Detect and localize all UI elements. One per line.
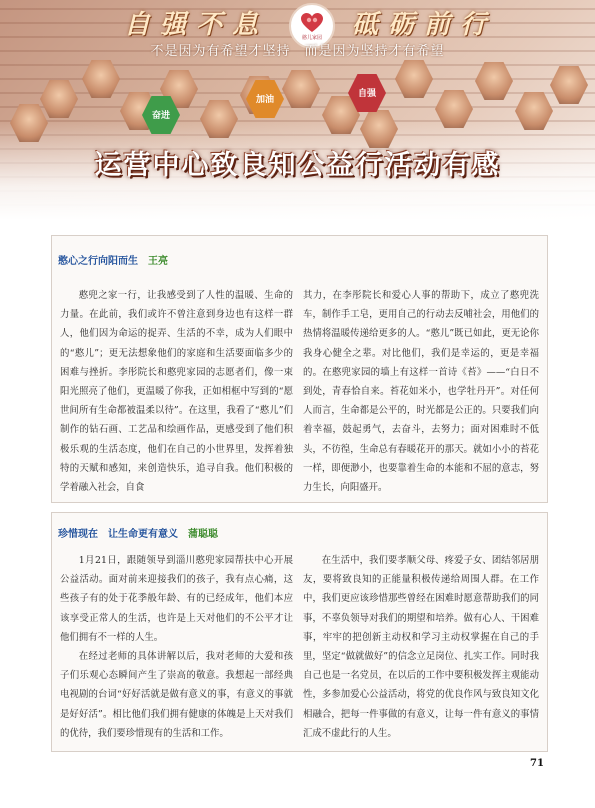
paragraph: 在经过老师的具体讲解以后，我对老师的大爱和孩子们乐观心态瞬间产生了崇高的敬意。我想起一部经典电视剧的台词“好好活就是做有意义的事，有意义的事就是好好活”。相比他们我们拥有健康的体魄是上天对我们的优待，我们要珍惜现有的生活和工作。: [60, 651, 293, 739]
section-heading: [58, 525, 218, 540]
portrait-hex: [435, 90, 473, 128]
badge-label: 自强: [357, 89, 376, 99]
article-column-right: [303, 551, 539, 743]
article-column-left: [60, 286, 293, 497]
section-author: 蒲聪聪: [188, 529, 218, 540]
portrait-hex: [282, 70, 320, 108]
section-title: 珍惜现在 让生命更有意义: [58, 529, 178, 540]
portrait-hex: [200, 100, 238, 138]
portrait-hex: [40, 80, 78, 118]
page-title: 运营中心致良知公益行活动有感: [94, 150, 501, 181]
portrait-hex: [515, 92, 553, 130]
paragraph: 憨兜之家一行，让我感受到了人性的温暖、生命的力量。在此前，我们或许不曾注意到身边也有这样一群人，他们因为命运的捉弄、生活的不幸，成为人们眼中的“憨儿”；更无法想象他们的家庭和生活要面临多少的困难与挫折。李彤院长和憨兜家园的志愿者们，像一束阳光照亮了他们，更温暖了你我，正如相框中写到的“愿世间所有生命都被温柔以待”。在这里，我看了“憨儿”们制作的钻石画、工艺品和绘画作品，更感受到了他们积极乐观的生活态度，他们在自己的小世界里，发挥着独特的天赋和感知，来创造快乐，追寻自我。他们积极的学着融入社会，自食: [60, 290, 293, 494]
paragraph: 其力，在李彤院长和爱心人事的帮助下，成立了憨兜洗车，制作手工皂，更用自己的行动去反哺社会，用他们的热情将温暖传递给更多的人。“憨儿”既已如此，更无论你我身心健全之辈。对比他们，我们是幸运的，更是幸福的。在憨兜家园的墙上有这样一首诗《苔》——“白日不到处，青春恰自来。苔花如米小，也学牡丹开”。对任何人而言，生命都是公平的，时光都是公正的。只要我们向着幸福，鼓起勇气，去奋斗，去努力；面对困难时不低头，不彷徨，生命总有春暖花开的那天。就如小小的苔花一样，即便渺小，也要靠着生命的本能和不屈的意志，努力生长，向阳盛开。: [303, 290, 539, 494]
slogan-right: 砥砺前行: [352, 10, 497, 40]
article-box-2: [51, 512, 548, 752]
sub-slogan: 不是因为有希望才坚持 而是因为坚持才有希望: [150, 44, 445, 59]
section-title: 憨心之行向阳而生: [58, 256, 138, 267]
portrait-hex: [10, 104, 48, 142]
section-author: 王亮: [148, 256, 168, 267]
portrait-hex: [475, 62, 513, 100]
article-column-left: [60, 551, 293, 743]
page-number: 71: [530, 758, 544, 769]
section-heading: [58, 252, 168, 267]
paragraph: 在生活中，我们要孝顺父母、疼爱子女、团结邻居朋友，要将致良知的正能量积极传递给周围人群。在工作中，我们更应该珍惜那些曾经在困难时愿意帮助我们的同事，不辜负领导对我们的期望和培养。做有心人、干困难事，牢牢的把创新主动权和学习主动权掌握在自己的手里，坚定“做就做好”的信念立足岗位、扎实工作。同时我自己也是一名党员，在以后的工作中要积极发挥主观能动性，多参加爱心公益活动，将党的优良作风与致良知文化相融合，把每一件事做的有意义，让每一件有意义的事情汇成不虚此行的人生。: [303, 555, 539, 739]
heart-icon: [301, 13, 323, 33]
slogan-left: 自强不息: [124, 10, 269, 40]
portrait-hex: [550, 66, 588, 104]
badge-label: 加油: [255, 95, 274, 105]
article-box-1: [51, 235, 548, 503]
badge-label: 奋进: [151, 111, 170, 121]
paragraph: 1月21日，跟随领导到淄川憨兜家园帮扶中心开展公益活动。面对前来迎接我们的孩子，我有点心痛，这些孩子有的处于花季般年龄、有的已经成年，他们本应该享受正常人的生活，也许是上天对他们的不公平才让他们拥有不一样的人生。: [60, 555, 293, 643]
portrait-hex: [82, 60, 120, 98]
header-banner: [0, 0, 595, 220]
portrait-hex: [395, 60, 433, 98]
logo-text: 憨儿家园: [301, 35, 322, 41]
article-column-right: [303, 286, 539, 497]
